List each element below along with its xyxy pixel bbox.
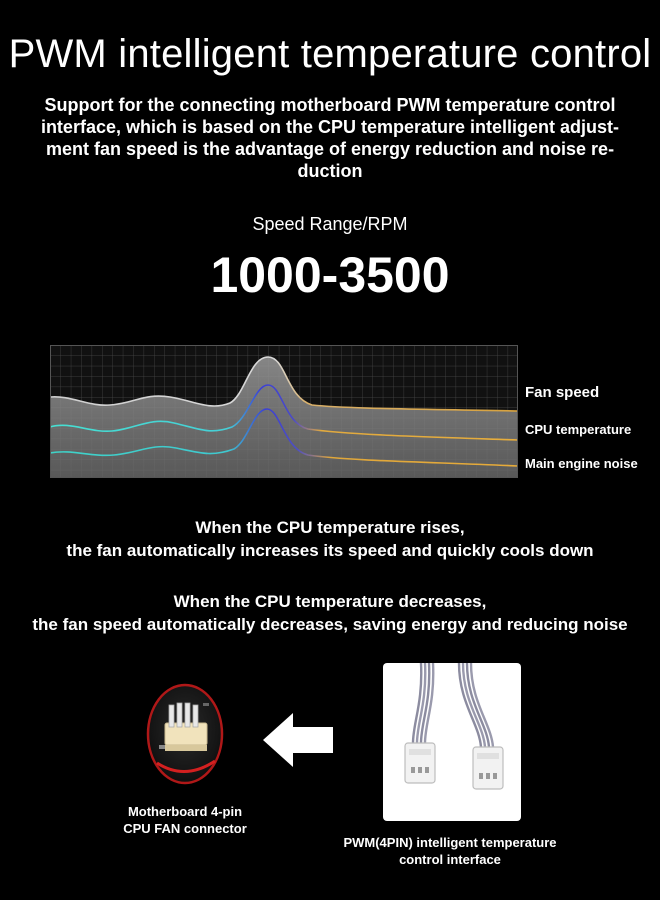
motherboard-connector-label bbox=[95, 803, 275, 837]
label-line: PWM(4PIN) intelligent temperature bbox=[343, 835, 557, 850]
label-line: Motherboard 4-pin bbox=[127, 804, 243, 819]
pwm-interface-label bbox=[320, 834, 580, 868]
legend-main-engine-noise: Main engine noise bbox=[525, 456, 638, 471]
motherboard-connector-image bbox=[145, 683, 225, 786]
description-line: ment fan speed is the advantage of energy reduction and noise re- bbox=[45, 139, 615, 159]
speed-range-value: 1000-3500 bbox=[210, 247, 450, 303]
description bbox=[40, 94, 620, 182]
arrow-left-icon bbox=[263, 713, 333, 767]
legend-cpu-temperature: CPU temperature bbox=[525, 422, 632, 437]
description-line: interface, which is based on the CPU temperature intelligent adjust- bbox=[40, 117, 620, 137]
caption-line: the fan automatically increases its speed and quickly cools down bbox=[66, 541, 594, 560]
label-line: CPU FAN connector bbox=[123, 821, 247, 836]
description-line: duction bbox=[297, 161, 363, 181]
caption-line: the fan speed automatically decreases, saving energy and reducing noise bbox=[32, 615, 628, 634]
legend-fan-speed: Fan speed bbox=[525, 384, 600, 401]
page-title: PWM intelligent temperature control bbox=[8, 32, 652, 76]
speed-range-label: Speed Range/RPM bbox=[252, 214, 408, 234]
caption-decrease bbox=[0, 590, 660, 636]
caption-rise bbox=[0, 516, 660, 562]
caption-line: When the CPU temperature decreases, bbox=[173, 592, 487, 611]
caption-line: When the CPU temperature rises, bbox=[195, 518, 465, 537]
label-line: control interface bbox=[399, 852, 501, 867]
pwm-cable-image bbox=[383, 663, 521, 821]
temperature-chart bbox=[50, 345, 518, 478]
description-line: Support for the connecting motherboard PWM temperature control bbox=[44, 95, 616, 115]
